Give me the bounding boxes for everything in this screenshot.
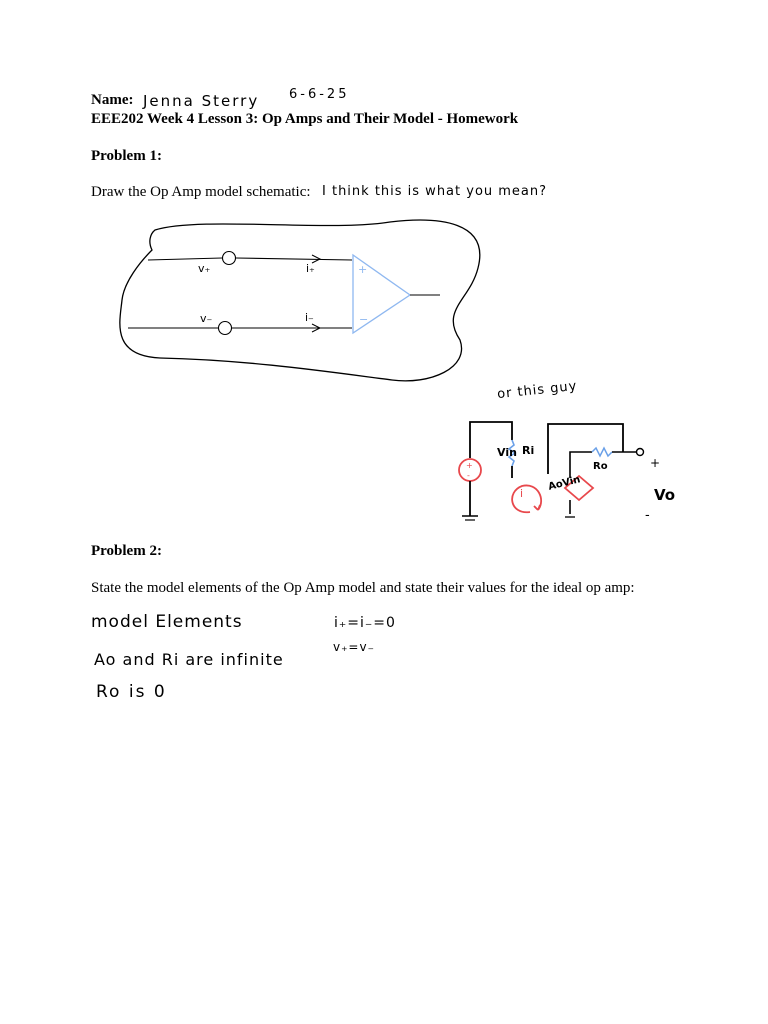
- source-polarity-minus: -: [467, 471, 470, 480]
- output-top-wire: [548, 424, 623, 474]
- answer-voltages: v₊=v₋: [333, 640, 375, 654]
- label-i-plus: i₊: [306, 262, 315, 275]
- dep-source-wire: [570, 452, 592, 478]
- label-ro: Ro: [593, 461, 608, 472]
- answer-ro-zero: Ro is 0: [96, 682, 167, 702]
- problem1-prompt: Draw the Op Amp model schematic:: [91, 184, 311, 200]
- loop-current-arrow: [512, 485, 541, 512]
- student-name-handwritten: Jenna Sterry: [143, 92, 260, 110]
- label-i-minus: i₋: [305, 311, 314, 324]
- problem2-prompt: State the model elements of the Op Amp model and state their values for the ideal op amp:: [91, 580, 635, 596]
- alt-model-note: or this guy: [496, 378, 579, 403]
- label-plus-input: +: [358, 263, 368, 276]
- label-minus-input: −: [359, 313, 369, 326]
- answer-currents: i₊=i₋=0: [334, 615, 396, 631]
- output-terminal: [637, 449, 644, 456]
- label-v-plus: v₊: [198, 262, 211, 275]
- label-ri: Ri: [522, 444, 535, 457]
- answer-ao-ri-infinite: Ao and Ri are infinite: [94, 650, 284, 669]
- answer-model-elements: model Elements: [91, 612, 243, 632]
- label-vin: Vin: [497, 446, 517, 459]
- homework-title: EEE202 Week 4 Lesson 3: Op Amps and Their Model - Homework: [91, 111, 519, 127]
- name-label: Name:: [91, 92, 134, 108]
- problem1-heading: Problem 1:: [91, 148, 162, 164]
- ro-resistor: [592, 448, 612, 456]
- label-aovin: AoVin: [547, 474, 582, 493]
- label-vo-minus: -: [645, 508, 650, 523]
- problem1-handwritten-note: I think this is what you mean?: [322, 184, 548, 199]
- label-v-minus: v₋: [200, 312, 213, 325]
- source-polarity-plus: +: [466, 461, 473, 470]
- label-vo-plus: +: [650, 456, 661, 470]
- label-loop-current: i: [520, 487, 524, 500]
- label-vo: Vo: [654, 486, 676, 504]
- problem2-heading: Problem 2:: [91, 543, 162, 559]
- date-handwritten: 6-6-25: [289, 87, 350, 102]
